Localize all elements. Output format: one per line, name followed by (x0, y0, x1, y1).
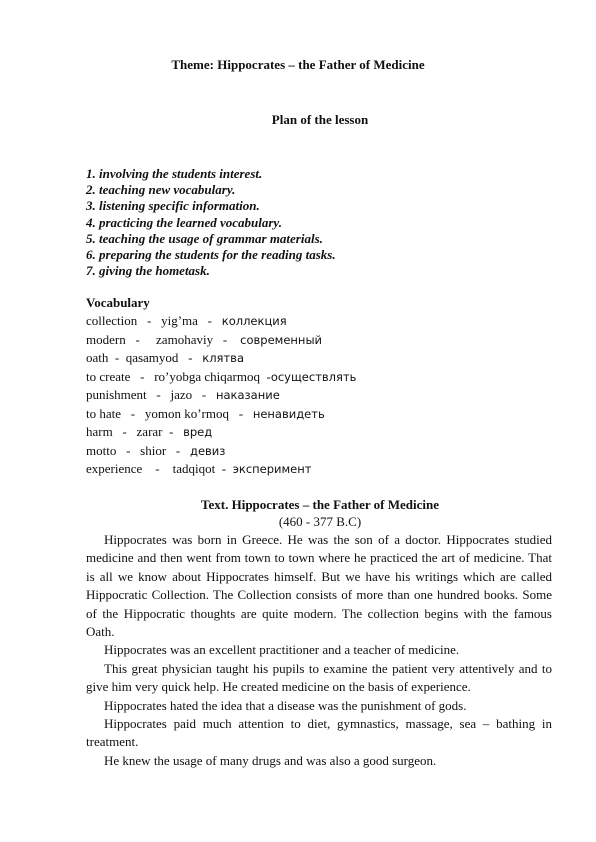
text-paragraph: Hippocrates was born in Greece. He was the son of a doctor. Hippocrates studied medicine and then went from town to town where he practiced the art of medicine. That is all we know about Hippocrates himself. But we have his writings which are called Hippocratic Collection. The Collection consists of more than one hundred books. Some of the Hippocratic thoughts are quite modern. The collection begins with the famous Oath. (86, 532, 552, 640)
vocabulary-term: to create - ro’yobga chiqarmoq - (86, 368, 271, 384)
theme-heading: Theme: Hippocrates – the Father of Medicine (171, 57, 425, 72)
vocabulary-translation: ненавидеть (252, 406, 325, 421)
vocabulary-translation: коллекция (221, 314, 287, 328)
plan-list (86, 166, 336, 279)
vocabulary-translation: современный (240, 332, 323, 347)
vocabulary-term: to hate - yomon ko’rmoq - (86, 405, 253, 421)
vocabulary-heading: Vocabulary (86, 295, 150, 310)
vocabulary-translation: наказание (215, 388, 280, 402)
vocabulary-term: modern - zamohaviy - (86, 331, 241, 347)
vocabulary-item (86, 460, 356, 479)
vocabulary-item (86, 368, 356, 387)
plan-heading: Plan of the lesson (271, 112, 369, 127)
plan-item: 6. preparing the students for the reading tasks. (86, 247, 336, 263)
text-paragraph: Hippocrates hated the idea that a disease was the punishment of gods. (104, 697, 467, 713)
vocabulary-translation: девиз (190, 443, 226, 458)
text-heading: Text. Hippocrates – the Father of Medicine (201, 497, 439, 512)
plan-item: 3. listening specific information. (86, 198, 260, 214)
vocabulary-list (86, 312, 356, 479)
text-paragraph: This great physician taught his pupils to examine the patient very attentively and to give him very quick help. He created medicine on the basis of experience. (86, 660, 552, 695)
text-dates: (460 - 377 B.C) (278, 514, 362, 529)
vocabulary-term: harm - zarar - (86, 424, 184, 439)
vocabulary-translation: осуществлять (270, 369, 357, 384)
vocabulary-translation: вред (183, 425, 213, 439)
vocabulary-term: motto - shior - (86, 442, 190, 458)
text-paragraph: Hippocrates paid much attention to diet, gymnastics, massage, sea – bathing in treatment. (86, 716, 552, 750)
vocabulary-term: collection - yig’ma - (86, 313, 222, 328)
plan-item: 2. teaching new vocabulary. (86, 182, 236, 198)
vocabulary-term: experience - tadqiqot - (86, 461, 233, 476)
plan-item: 5. teaching the usage of grammar materials. (86, 230, 323, 246)
plan-item: 7. giving the hometask. (86, 263, 210, 279)
vocabulary-translation: эксперимент (232, 462, 312, 476)
plan-item: 1. involving the students interest. (86, 166, 263, 181)
vocabulary-translation: клятва (202, 351, 245, 365)
vocabulary-term: punishment - jazo - (86, 387, 216, 402)
plan-item: 4. practicing the learned vocabulary. (86, 214, 282, 230)
vocabulary-term: oath - qasamyod - (86, 350, 203, 365)
vocabulary-item (86, 405, 356, 424)
vocabulary-item (86, 423, 356, 442)
vocabulary-item (86, 442, 356, 461)
vocabulary-item (86, 386, 356, 405)
vocabulary-item (86, 312, 356, 331)
vocabulary-item (86, 331, 356, 350)
text-body (86, 531, 552, 770)
text-paragraph: Hippocrates was an excellent practitioner and a teacher of medicine. (104, 642, 460, 658)
vocabulary-item (86, 349, 356, 368)
text-paragraph: He knew the usage of many drugs and was also a good surgeon. (104, 752, 437, 768)
